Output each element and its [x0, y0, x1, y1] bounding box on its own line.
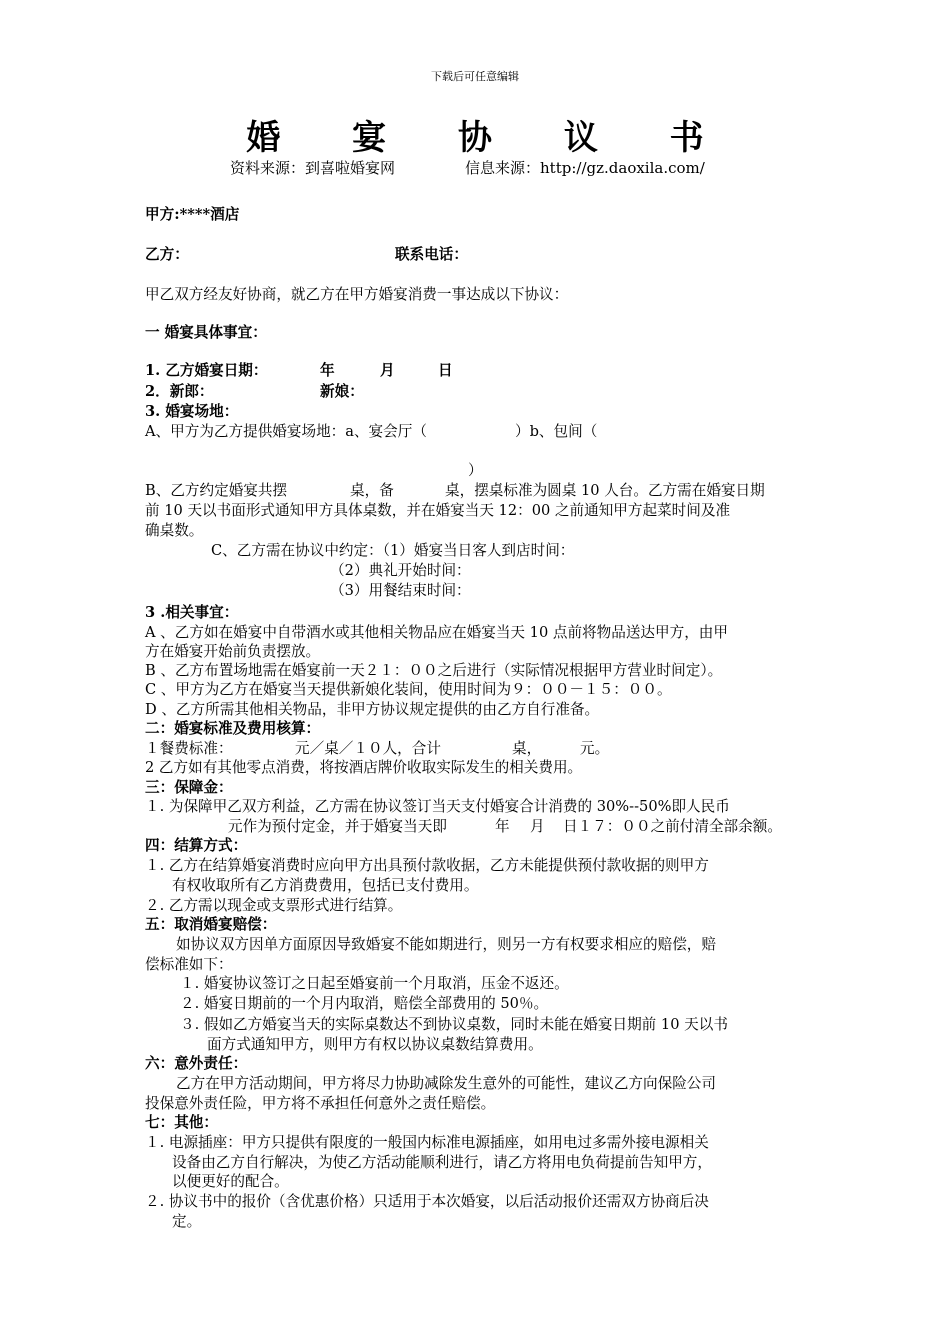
source-line — [230, 157, 705, 178]
accident-p1: 乙方在甲方活动期间，甲方将尽力协助减除发生意外的可能性，建议乙方向保险公司 — [176, 1075, 716, 1092]
section-3-heading: 三：保障金： — [145, 779, 233, 796]
accident-p2: 投保意外责任险，甲方将不承担任何意外之责任赔偿。 — [145, 1095, 496, 1112]
settle-l1b: 有权收取所有乙方消费费用，包括已支付费用。 — [172, 877, 479, 894]
deposit-l2d: 日１７：００之前付清全部余额。 — [563, 818, 782, 835]
related-heading: 3 .相关事宜： — [145, 604, 239, 621]
other-i2b: 定。 — [172, 1213, 202, 1230]
source-left: 资料来源：到喜啦婚宴网 — [230, 159, 396, 177]
agreement-c2: （2）典礼开始时间： — [330, 562, 471, 579]
document-title: 婚 宴 协 议 书 — [246, 118, 734, 158]
tables-b2: 前 10 天以书面形式通知甲方具体桌数，并在婚宴当天 12：00 之前通知甲方起菜时间及准 — [145, 502, 731, 519]
related-c: C 、甲方为乙方在婚宴当天提供新娘化装间，使用时间为９：００－１５：００。 — [145, 681, 672, 698]
related-a2: 方在婚宴开始前负责摆放。 — [145, 643, 321, 660]
section-6-heading: 六：意外责任： — [145, 1055, 248, 1072]
deposit-month: 月 — [530, 818, 545, 835]
tables-b1b: 桌，备 — [350, 482, 394, 499]
section-1-heading: 一 婚宴具体事宜： — [145, 324, 267, 341]
cancel-i3b: 面方式通知甲方，则甲方有权以协议桌数结算费用。 — [207, 1036, 543, 1053]
wedding-date-label: 1. 乙方婚宴日期： — [145, 362, 268, 379]
party-b: 乙方： — [145, 246, 189, 263]
agreement-c1: C、乙方需在协议中约定：（1）婚宴当日客人到店时间： — [211, 542, 575, 559]
deposit-year: 年 — [495, 818, 510, 835]
year-label: 年 — [320, 362, 335, 379]
source-right: 信息来源：http://gz.daoxila.com/ — [465, 159, 705, 177]
other-i2: ２. 协议书中的报价（含优惠价格）只适用于本次婚宴，以后活动报价还需双方协商后决 — [145, 1193, 709, 1210]
tables-b1a: B、乙方约定婚宴共摆 — [145, 482, 288, 499]
tables-b1c: 桌，摆桌标准为圆桌 10 人台。乙方需在婚宴日期 — [445, 482, 765, 499]
other-i1: １. 电源插座：甲方只提供有限度的一般国内标准电源插座，如用电过多需外接电源相关 — [145, 1134, 709, 1151]
section-4-heading: 四：结算方式： — [145, 837, 248, 854]
header-note: 下载后可任意编辑 — [431, 70, 519, 83]
bride-label: 新娘： — [320, 383, 364, 400]
fee-per-table: 元／桌／１０人，合计 — [295, 740, 441, 757]
related-d: D 、乙方所需其他相关物品，非甲方协议规定提供的由乙方自行准备。 — [145, 701, 600, 718]
cancel-i3: ３. 假如乙方婚宴当天的实际桌数达不到协议桌数，同时未能在婚宴日期前 10 天以书 — [180, 1016, 728, 1033]
groom-label: 2．新郎： — [145, 383, 214, 400]
tables-b3: 确桌数。 — [145, 522, 204, 539]
fee-total: 元。 — [580, 740, 610, 757]
cancel-p1: 如协议双方因单方面原因导致婚宴不能如期进行，则另一方有权要求相应的赔偿，赔 — [176, 936, 716, 953]
related-a1: A 、乙方如在婚宴中自带酒水或其他相关物品应在婚宴当天 10 点前将物品送达甲方，由甲 — [145, 624, 728, 641]
party-a: 甲方:****酒店 — [145, 206, 240, 223]
venue-a-close: ） — [468, 462, 483, 479]
section-2-heading: 二：婚宴标准及费用核算： — [145, 720, 321, 737]
fee-tables: 桌， — [512, 740, 542, 757]
venue-heading: 3. 婚宴场地： — [145, 403, 239, 420]
agreement-c3: （3）用餐结束时间： — [330, 582, 471, 599]
contact-label: 联系电话： — [395, 246, 468, 263]
venue-a-part2: ）b、包间（ — [515, 423, 598, 440]
cancel-p2: 偿标准如下： — [145, 956, 233, 973]
fee-extra: 2 乙方如有其他零点消费，将按酒店牌价收取实际发生的相关费用。 — [145, 759, 583, 776]
deposit-l2a: 元作为预付定金，并于婚宴当天即 — [228, 818, 447, 835]
settle-l2: ２. 乙方需以现金或支票形式进行结算。 — [145, 897, 403, 914]
day-label: 日 — [438, 362, 453, 379]
month-label: 月 — [380, 362, 395, 379]
fee-standard: １餐费标准： — [145, 740, 233, 757]
related-b: B 、乙方布置场地需在婚宴前一天２１：００之后进行（实际情况根据甲方营业时间定）。 — [145, 662, 723, 679]
venue-a-part1: A、甲方为乙方提供婚宴场地：a、宴会厅（ — [145, 423, 427, 440]
other-i1c: 以便更好的配合。 — [172, 1173, 289, 1190]
deposit-l1: １. 为保障甲乙双方利益，乙方需在协议签订当天支付婚宴合计消费的 30%--50%即人民币 — [145, 798, 730, 815]
section-7-heading: 七：其他： — [145, 1114, 218, 1131]
cancel-i1: １. 婚宴协议签订之日起至婚宴前一个月取消，压金不返还。 — [180, 975, 569, 992]
cancel-i2: ２. 婚宴日期前的一个月内取消，赔偿全部费用的 50％。 — [180, 995, 549, 1012]
other-i1b: 设备由乙方自行解决，为使乙方活动能顺利进行，请乙方将用电负荷提前告知甲方， — [172, 1154, 712, 1171]
section-5-heading: 五：取消婚宴赔偿： — [145, 916, 277, 933]
settle-l1: １. 乙方在结算婚宴消费时应向甲方出具预付款收据，乙方未能提供预付款收据的则甲方 — [145, 857, 709, 874]
intro: 甲乙双方经友好协商，就乙方在甲方婚宴消费一事达成以下协议： — [145, 286, 569, 303]
